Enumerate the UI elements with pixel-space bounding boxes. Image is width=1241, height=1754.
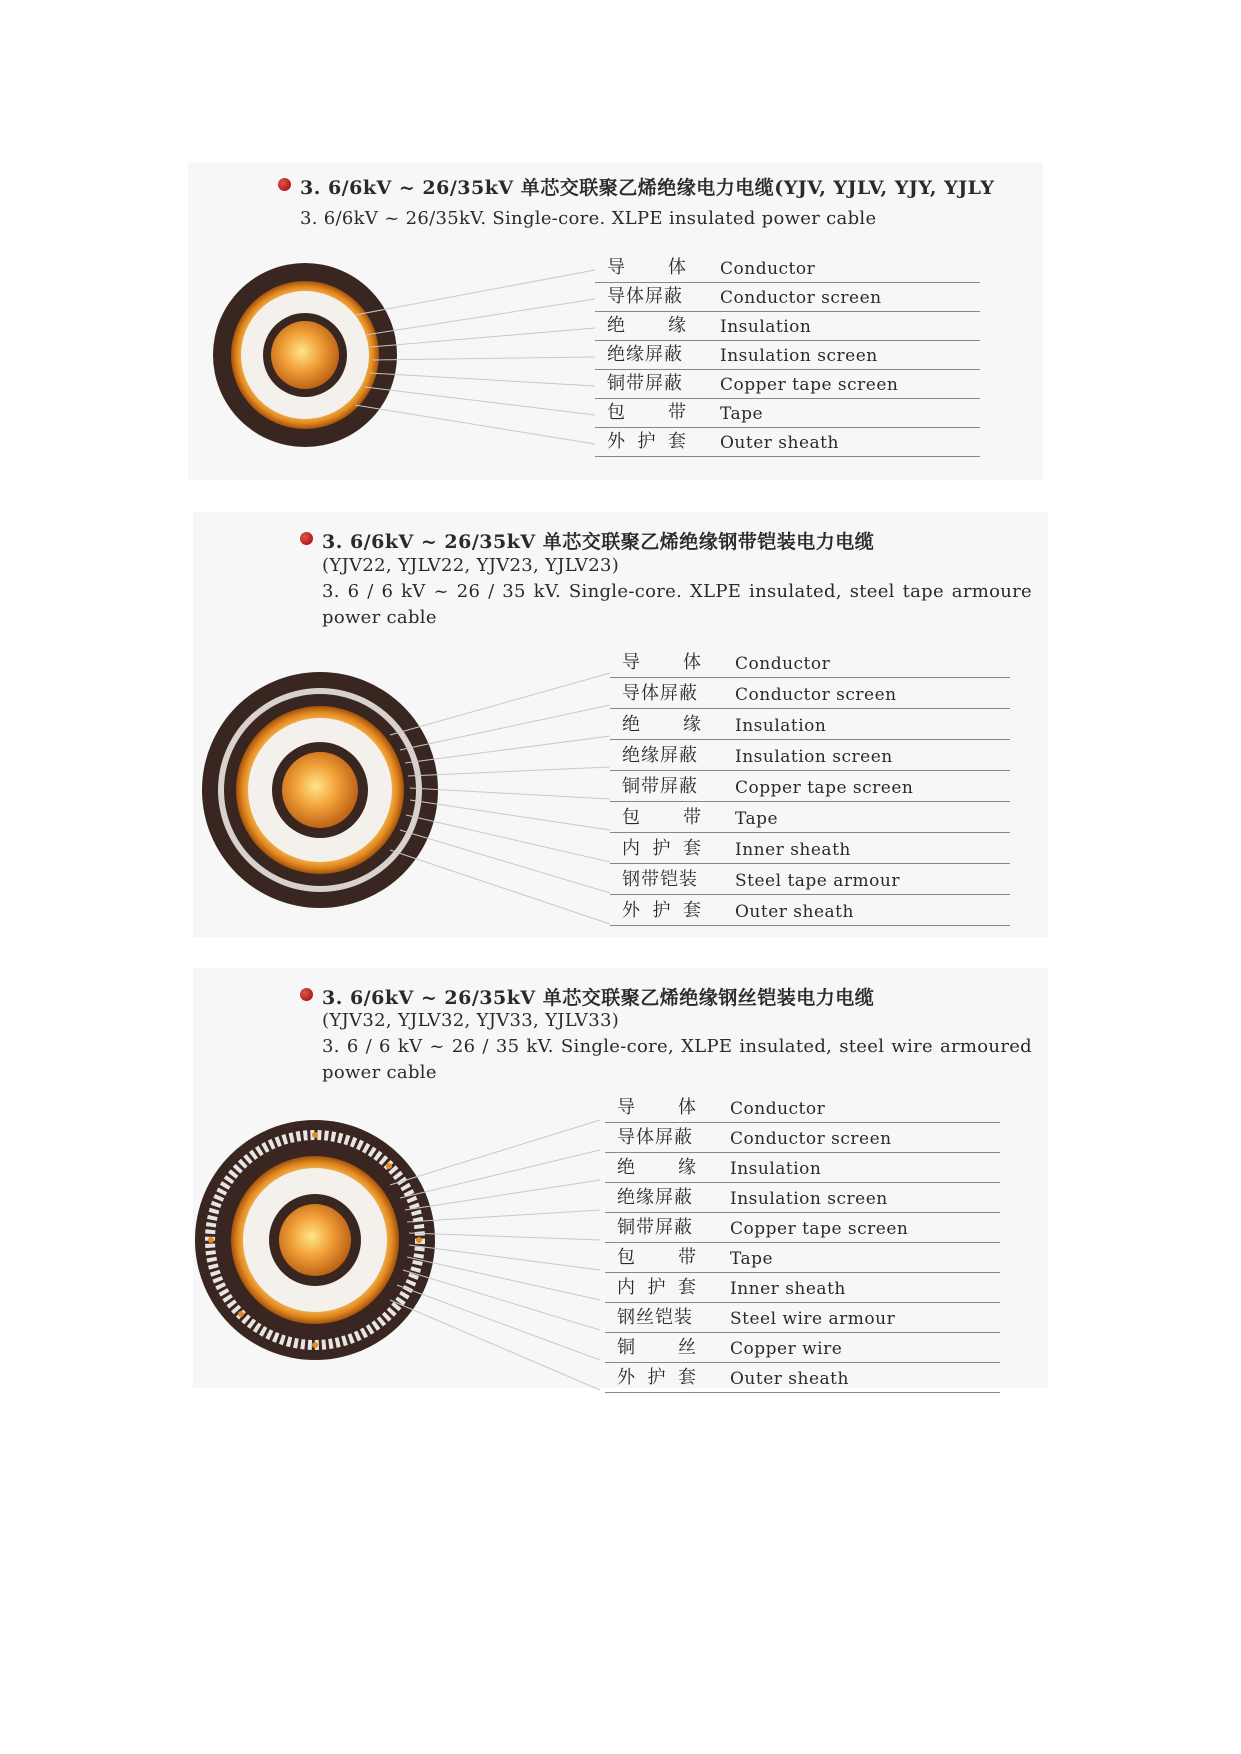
layer-en-label: Tape — [730, 1249, 774, 1269]
bullet-icon — [300, 988, 313, 1001]
layer-en-label: Insulation — [720, 317, 812, 337]
layer-row — [610, 800, 1010, 833]
layer-en-label: Conductor screen — [735, 685, 897, 705]
layer-en-label: Insulation screen — [730, 1189, 888, 1209]
section-3-title-cn-models: (YJV32, YJLV32, YJV33, YJLV33) — [322, 1010, 620, 1031]
layer-en-label: Conductor — [735, 654, 831, 674]
layer-row — [605, 1090, 1000, 1123]
section-2-title-cn-models: (YJV22, YJLV22, YJV23, YJLV23) — [322, 555, 620, 576]
layer-cn-label: 绝缘屏蔽 — [607, 344, 683, 365]
layer-en-label: Conductor — [730, 1099, 826, 1119]
layer-en-label: Insulation — [730, 1159, 822, 1179]
layer-en-label: Copper tape screen — [735, 778, 914, 798]
layer-row — [605, 1270, 1000, 1303]
layer-row — [605, 1240, 1000, 1273]
layer-en-label: Outer sheath — [730, 1369, 849, 1389]
layer-cn-label: 外护套 — [617, 1367, 697, 1388]
section-3-layer-labels — [605, 1090, 1000, 1400]
layer-row — [610, 645, 1010, 678]
layer-en-label: Conductor screen — [720, 288, 882, 308]
bullet-icon — [300, 532, 313, 545]
layer-en-label: Outer sheath — [735, 902, 854, 922]
layer-cn-label: 铜带屏蔽 — [622, 776, 698, 797]
layer-row — [610, 738, 1010, 771]
layer-cn-label: 导体 — [617, 1097, 697, 1118]
section-1-title-en: 3. 6/6kV ~ 26/35kV. Single-core. XLPE insulated power cable — [300, 208, 877, 229]
layer-cn-label: 绝缘 — [607, 315, 687, 336]
layer-row — [605, 1360, 1000, 1393]
section-3-title-en: 3. 6 / 6 kV ~ 26 / 35 kV. Single-core, XLPE insulated, steel wire armoured — [322, 1036, 1032, 1057]
layer-cn-label: 导体屏蔽 — [617, 1127, 693, 1148]
layer-row — [605, 1300, 1000, 1333]
section-2-title-en: 3. 6 / 6 kV ~ 26 / 35 kV. Single-core. XLPE insulated, steel tape armoure — [322, 581, 1032, 602]
layer-cn-label: 铜丝 — [617, 1337, 697, 1358]
layer-en-label: Tape — [735, 809, 779, 829]
layer-cn-label: 内护套 — [622, 838, 702, 859]
layer-cn-label: 外护套 — [622, 900, 702, 921]
layer-en-label: Steel tape armour — [735, 871, 900, 891]
section-3-title-cn: 3. 6/6kV ~ 26/35kV 单芯交联聚乙烯绝缘钢丝铠装电力电缆 — [322, 987, 875, 1009]
layer-en-label: Tape — [720, 404, 764, 424]
layer-en-label: Insulation screen — [735, 747, 893, 767]
layer-en-label: Insulation screen — [720, 346, 878, 366]
conductor-core — [279, 1204, 351, 1276]
section-2-layer-labels — [610, 645, 1010, 935]
layer-row — [595, 424, 980, 457]
layer-cn-label: 包带 — [617, 1247, 697, 1268]
layer-row — [605, 1330, 1000, 1363]
section-3-title-en-cont: power cable — [322, 1062, 437, 1083]
layer-cn-label: 导体屏蔽 — [607, 286, 683, 307]
layer-cn-label: 包带 — [607, 402, 687, 423]
section-1-title-cn: 3. 6/6kV ~ 26/35kV 单芯交联聚乙烯绝缘电力电缆(YJV, YJLV, YJY, YJLY — [300, 177, 995, 199]
layer-en-label: Conductor — [720, 259, 816, 279]
layer-en-label: Copper wire — [730, 1339, 843, 1359]
bullet-icon — [278, 178, 291, 191]
layer-cn-label: 绝缘屏蔽 — [617, 1187, 693, 1208]
layer-en-label: Inner sheath — [730, 1279, 846, 1299]
layer-en-label: Conductor screen — [730, 1129, 892, 1149]
layer-en-label: Insulation — [735, 716, 827, 736]
layer-cn-label: 导体 — [622, 652, 702, 673]
layer-row — [605, 1120, 1000, 1153]
layer-row — [605, 1180, 1000, 1213]
layer-row — [610, 769, 1010, 802]
section-2-title-en-cont: power cable — [322, 607, 437, 628]
layer-cn-label: 钢丝铠装 — [617, 1307, 693, 1328]
layer-en-label: Copper tape screen — [730, 1219, 909, 1239]
layer-row — [610, 707, 1010, 740]
layer-cn-label: 绝缘 — [617, 1157, 697, 1178]
layer-cn-label: 铜带屏蔽 — [607, 373, 683, 394]
layer-cn-label: 导体 — [607, 257, 687, 278]
section-2-title-cn: 3. 6/6kV ~ 26/35kV 单芯交联聚乙烯绝缘钢带铠装电力电缆 — [322, 531, 875, 553]
layer-row — [605, 1150, 1000, 1183]
layer-cn-label: 包带 — [622, 807, 702, 828]
layer-cn-label: 铜带屏蔽 — [617, 1217, 693, 1238]
layer-row — [610, 862, 1010, 895]
layer-row — [610, 893, 1010, 926]
layer-row — [605, 1210, 1000, 1243]
layer-cn-label: 绝缘屏蔽 — [622, 745, 698, 766]
layer-cn-label: 外护套 — [607, 431, 687, 452]
layer-en-label: Steel wire armour — [730, 1309, 896, 1329]
layer-cn-label: 导体屏蔽 — [622, 683, 698, 704]
layer-en-label: Inner sheath — [735, 840, 851, 860]
layer-cn-label: 钢带铠装 — [622, 869, 698, 890]
conductor-core — [271, 321, 339, 389]
layer-en-label: Copper tape screen — [720, 375, 899, 395]
section-1-layer-labels — [595, 250, 980, 480]
conductor-core — [282, 752, 358, 828]
layer-cn-label: 内护套 — [617, 1277, 697, 1298]
layer-row — [610, 676, 1010, 709]
layer-en-label: Outer sheath — [720, 433, 839, 453]
layer-row — [610, 831, 1010, 864]
layer-cn-label: 绝缘 — [622, 714, 702, 735]
